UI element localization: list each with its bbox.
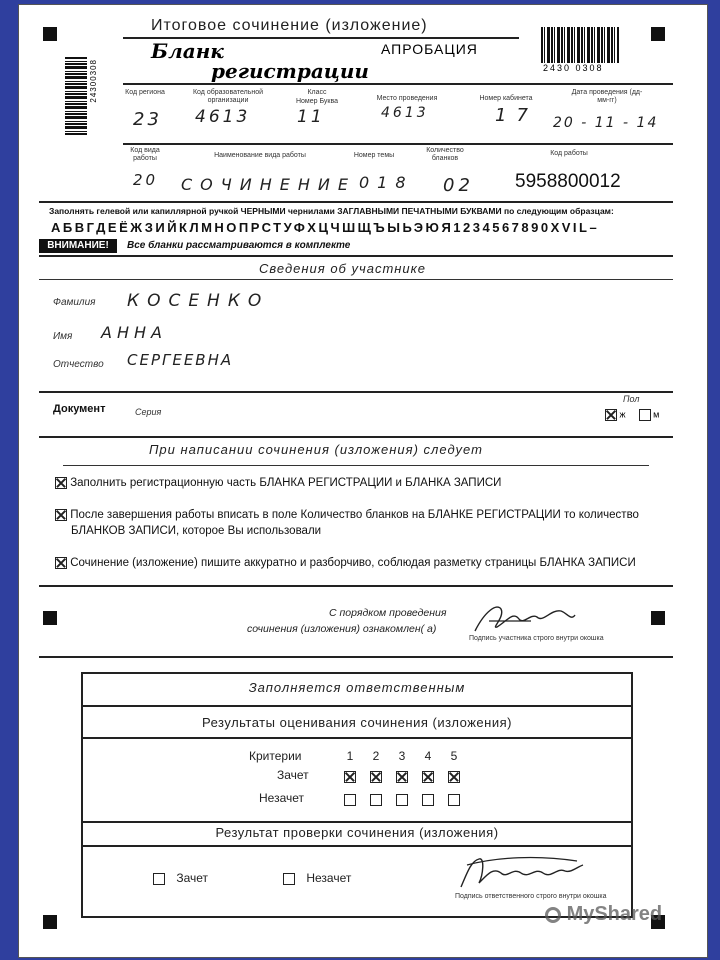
participant-sign-caption: Подпись участника строго внутри окошка xyxy=(469,635,604,642)
count-label: Количество бланков xyxy=(426,147,464,162)
attention-badge: ВНИМАНИЕ! xyxy=(39,239,117,253)
code-value: 5958800012 xyxy=(515,171,621,192)
rules-title-rule xyxy=(63,465,649,466)
corner-marker xyxy=(43,915,57,929)
name-value: АННА xyxy=(101,323,167,342)
date-value: 20 - 11 - 14 xyxy=(553,115,659,131)
check-top-rule xyxy=(81,821,633,823)
type-name-label: Наименование вида работы xyxy=(214,152,306,159)
criterion-4-fail-checkbox[interactable] xyxy=(422,794,434,806)
blank-title-1: Бланк xyxy=(151,39,224,63)
corner-marker xyxy=(651,611,665,625)
results-title: Результаты оценивания сочинения (изложения) xyxy=(202,715,512,730)
class-sub-label: Номер Буква xyxy=(295,98,339,105)
responsible-sign-caption: Подпись ответственного строго внутри окошка xyxy=(455,893,607,900)
criterion-1-pass-checkbox[interactable] xyxy=(344,771,356,783)
acknowledge-line-1: С порядком проведения xyxy=(329,607,447,619)
region-label: Код региона xyxy=(125,89,165,96)
side-barcode-number: 24300308 xyxy=(89,59,98,103)
watermark-icon xyxy=(545,907,561,923)
org-value: 4613 xyxy=(195,107,251,127)
sex-female-checkbox[interactable] xyxy=(605,409,617,421)
participant-title-rule xyxy=(39,279,673,280)
top-barcode xyxy=(541,27,619,63)
attention-text: Все бланки рассматриваются в комплекте xyxy=(127,240,351,251)
sex-male-label: м xyxy=(653,409,660,420)
criterion-3-fail-checkbox[interactable] xyxy=(396,794,408,806)
sex-options xyxy=(605,409,659,421)
fail-row-label: Незачет xyxy=(259,791,305,805)
final-pass-option: Зачет xyxy=(153,871,208,885)
room-label: Номер кабинета xyxy=(479,95,533,102)
criterion-3-pass-checkbox[interactable] xyxy=(396,771,408,783)
blank-title-2: регистрации xyxy=(211,59,369,83)
type-code-label: Код вида работы xyxy=(130,147,160,162)
rule-item-3: Сочинение (изложение) пишите аккуратно и разборчиво, соблюдая разметку страницы БЛАНКА ЗАПИСИ xyxy=(55,557,636,569)
header-bottom-rule xyxy=(123,83,673,85)
results-title-rule xyxy=(81,737,633,739)
check-title: Результат проверки сочинения (изложения) xyxy=(215,825,499,840)
responsible-signature xyxy=(457,853,587,893)
theme-label: Номер темы xyxy=(353,152,395,159)
sample-characters: АБВГДЕЁЖЗИЙКЛМНОПРСТУФХЦЧШЩЪЫЬЭЮЯ1234567890XVIL– xyxy=(51,220,600,235)
criterion-2-pass-checkbox[interactable] xyxy=(370,771,382,783)
rule-checkbox xyxy=(55,557,67,569)
sex-label: Пол xyxy=(623,394,640,404)
date-label: Дата проведения (дд-мм-гг) xyxy=(571,89,643,104)
code-label: Код работы xyxy=(550,150,588,157)
document-label: Документ xyxy=(53,403,106,415)
reg-rule xyxy=(123,143,673,145)
place-label: Место проведения xyxy=(376,95,438,102)
watermark: MyShared xyxy=(545,903,662,926)
corner-marker xyxy=(43,27,57,41)
rule-checkbox xyxy=(55,509,67,521)
theme-value: 018 xyxy=(359,173,414,192)
count-value: 02 xyxy=(443,175,474,196)
form-title: Итоговое сочинение (изложение) xyxy=(151,17,428,34)
pass-checkbox-row xyxy=(337,768,467,786)
document-rule xyxy=(39,436,673,438)
surname-label: Фамилия xyxy=(53,297,96,308)
type-name-value: СОЧИНЕНИЕ xyxy=(181,175,356,194)
criterion-5-fail-checkbox[interactable] xyxy=(448,794,460,806)
rules-rule xyxy=(39,585,673,587)
patronymic-value: СЕРГЕЕВНА xyxy=(127,351,234,369)
final-fail-option: Незачет xyxy=(283,871,351,885)
region-value: 23 xyxy=(133,109,162,130)
rule-item-2-continued: БЛАНКОВ ЗАПИСИ, которое Вы использовали xyxy=(71,525,322,537)
rule-item-1: Заполнить регистрационную часть БЛАНКА РЕГИСТРАЦИИ и БЛАНКА ЗАПИСИ xyxy=(55,477,501,489)
patronymic-label: Отчество xyxy=(53,359,104,370)
place-value: 4613 xyxy=(381,105,429,121)
responsible-title: Заполняется ответственным xyxy=(248,680,466,695)
participant-section-title: Сведения об участнике xyxy=(259,261,427,276)
approbation-label: АПРОБАЦИЯ xyxy=(381,41,478,57)
sex-female-label: ж xyxy=(619,409,626,420)
corner-marker xyxy=(651,27,665,41)
rule-item-2: После завершения работы вписать в поле Количество бланков на БЛАНКЕ РЕГИСТРАЦИИ то количество xyxy=(55,509,639,521)
participant-rule xyxy=(39,391,673,393)
sex-male-checkbox[interactable] xyxy=(639,409,651,421)
criterion-2-fail-checkbox[interactable] xyxy=(370,794,382,806)
type-code-value: 20 xyxy=(133,171,159,189)
room-value: 17 xyxy=(495,105,538,126)
work-rule xyxy=(39,201,673,203)
check-title-rule xyxy=(81,845,633,847)
series-label: Серия xyxy=(135,407,162,417)
criteria-numbers: 1 2 3 4 5 xyxy=(346,749,458,763)
rules-section-title: При написании сочинения (изложения) следует xyxy=(149,442,483,457)
final-fail-checkbox[interactable] xyxy=(283,873,295,885)
class-value: 11 xyxy=(297,107,325,127)
name-label: Имя xyxy=(53,331,73,342)
criterion-4-pass-checkbox[interactable] xyxy=(422,771,434,783)
class-label: Класс xyxy=(307,89,327,96)
final-pass-checkbox[interactable] xyxy=(153,873,165,885)
org-label: Код образовательной организации xyxy=(192,89,264,104)
criterion-5-pass-checkbox[interactable] xyxy=(448,771,460,783)
fail-checkbox-row xyxy=(337,791,467,809)
pass-row-label: Зачет xyxy=(277,768,309,782)
rule-checkbox xyxy=(55,477,67,489)
acknowledge-line-2: сочинения (изложения) ознакомлен( а) xyxy=(247,623,437,635)
instructions-rule xyxy=(39,255,673,257)
corner-marker xyxy=(43,611,57,625)
participant-signature xyxy=(471,601,581,637)
registration-form-sheet xyxy=(18,4,708,958)
fill-instructions: Заполнять гелевой или капиллярной ручкой ЧЕРНЫМИ чернилами ЗАГЛАВНЫМИ ПЕЧАТНЫМИ БУКВАМИ по следующим образцам: xyxy=(49,206,614,216)
barcode-number: 2430 0308 xyxy=(543,63,604,73)
criteria-label: Критерии xyxy=(249,749,302,763)
acknowledge-rule xyxy=(39,656,673,658)
side-barcode xyxy=(65,57,87,135)
responsible-title-rule xyxy=(81,705,633,707)
criterion-1-fail-checkbox[interactable] xyxy=(344,794,356,806)
surname-value: КОСЕНКО xyxy=(127,291,270,311)
